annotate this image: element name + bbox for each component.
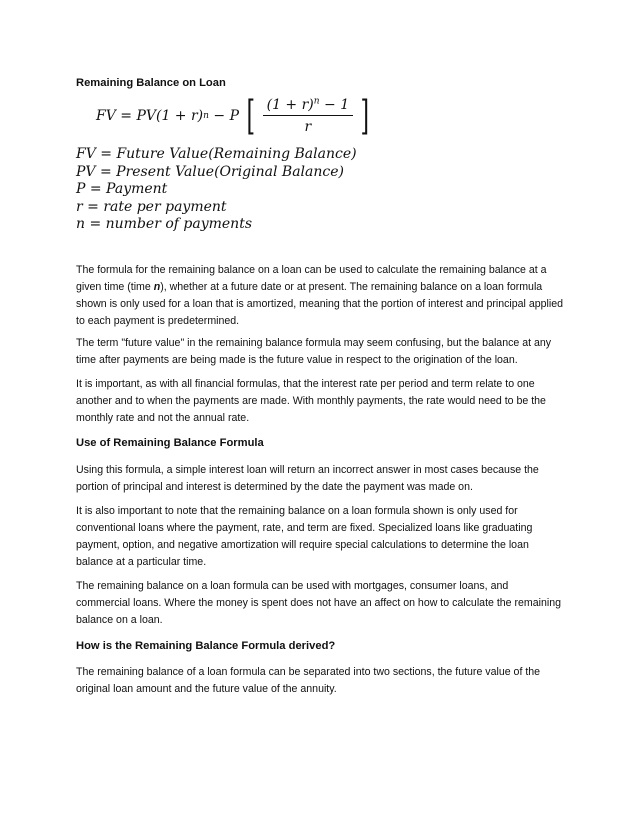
definition-pv: PV = Present Value(Original Balance)	[76, 163, 344, 180]
paragraph-2: The term "future value" in the remaining balance formula may seem confusing, but the balance at any time after payments are being made is the future value in respect to the origination of the loan.	[76, 337, 552, 366]
page-title: Remaining Balance on Loan	[76, 77, 226, 89]
definition-fv: FV = Future Value(Remaining Balance)	[76, 146, 357, 162]
paragraph-1-text-a: The formula for the remaining balance on a loan can be used to calculate the remaining balance at a given time (time	[76, 264, 547, 293]
fraction-numerator: (1 + r)	[266, 97, 314, 113]
paragraph-5: It is also important to note that the remaining balance on a loan formula shown is only used for conventional loans where the payment, rate, and term are fixed. Specialized loans like graduating payment, option, and negative amortization will require special calculations to determine the loan balance at a particular time.	[76, 505, 533, 568]
numerator-exponent: n	[313, 96, 320, 107]
definition-p: P = Payment	[76, 181, 168, 197]
formula-fraction	[263, 97, 354, 135]
formula-minus-p: − P	[208, 108, 239, 124]
paragraph-1	[76, 262, 564, 330]
definition-n: n = number of payments	[76, 216, 253, 232]
fraction-denominator: r	[304, 119, 312, 135]
section-heading-derived: How is the Remaining Balance Formula derived?	[76, 640, 336, 652]
definition-r: r = rate per payment	[76, 198, 227, 215]
right-bracket: ]	[360, 93, 370, 139]
remaining-balance-formula: FV = PV(1 + r) n − P [ $\frac{(1 + r)^n - 1}{r}$ ]	[96, 93, 370, 139]
variable-definitions	[76, 146, 357, 234]
paragraph-1-time-n: n	[153, 281, 161, 293]
left-bracket: [	[246, 93, 256, 139]
paragraph-4: Using this formula, a simple interest loan will return an incorrect answer in most cases because the portion of principal and interest is determined by the date the payment was made on.	[76, 464, 539, 493]
paragraph-6: The remaining balance on a loan formula can be used with mortgages, consumer loans, and commercial loans. Where the money is spent does not have an affect on how to calculate the remaining balance on a loan.	[76, 580, 562, 626]
formula-lhs: FV = PV(1 + r)	[96, 108, 204, 124]
numerator-tail: − 1	[319, 97, 350, 113]
paragraph-1-text-b: ), whether at a future date or at present. The remaining balance on a loan formula shown is only used for a loan that is amortized, meaning that the portion of interest and principal applied to each payment is predetermined.	[76, 281, 564, 327]
section-heading-use: Use of Remaining Balance Formula	[76, 437, 264, 449]
paragraph-3: It is important, as with all financial formulas, that the interest rate per period and term relate to one another and to when the payments are made. With monthly payments, the rate would need to be the monthly rate and not the annual rate.	[76, 378, 546, 424]
paragraph-7: The remaining balance of a loan formula can be separated into two sections, the future value of the original loan amount and the future value of the annuity.	[76, 666, 541, 695]
